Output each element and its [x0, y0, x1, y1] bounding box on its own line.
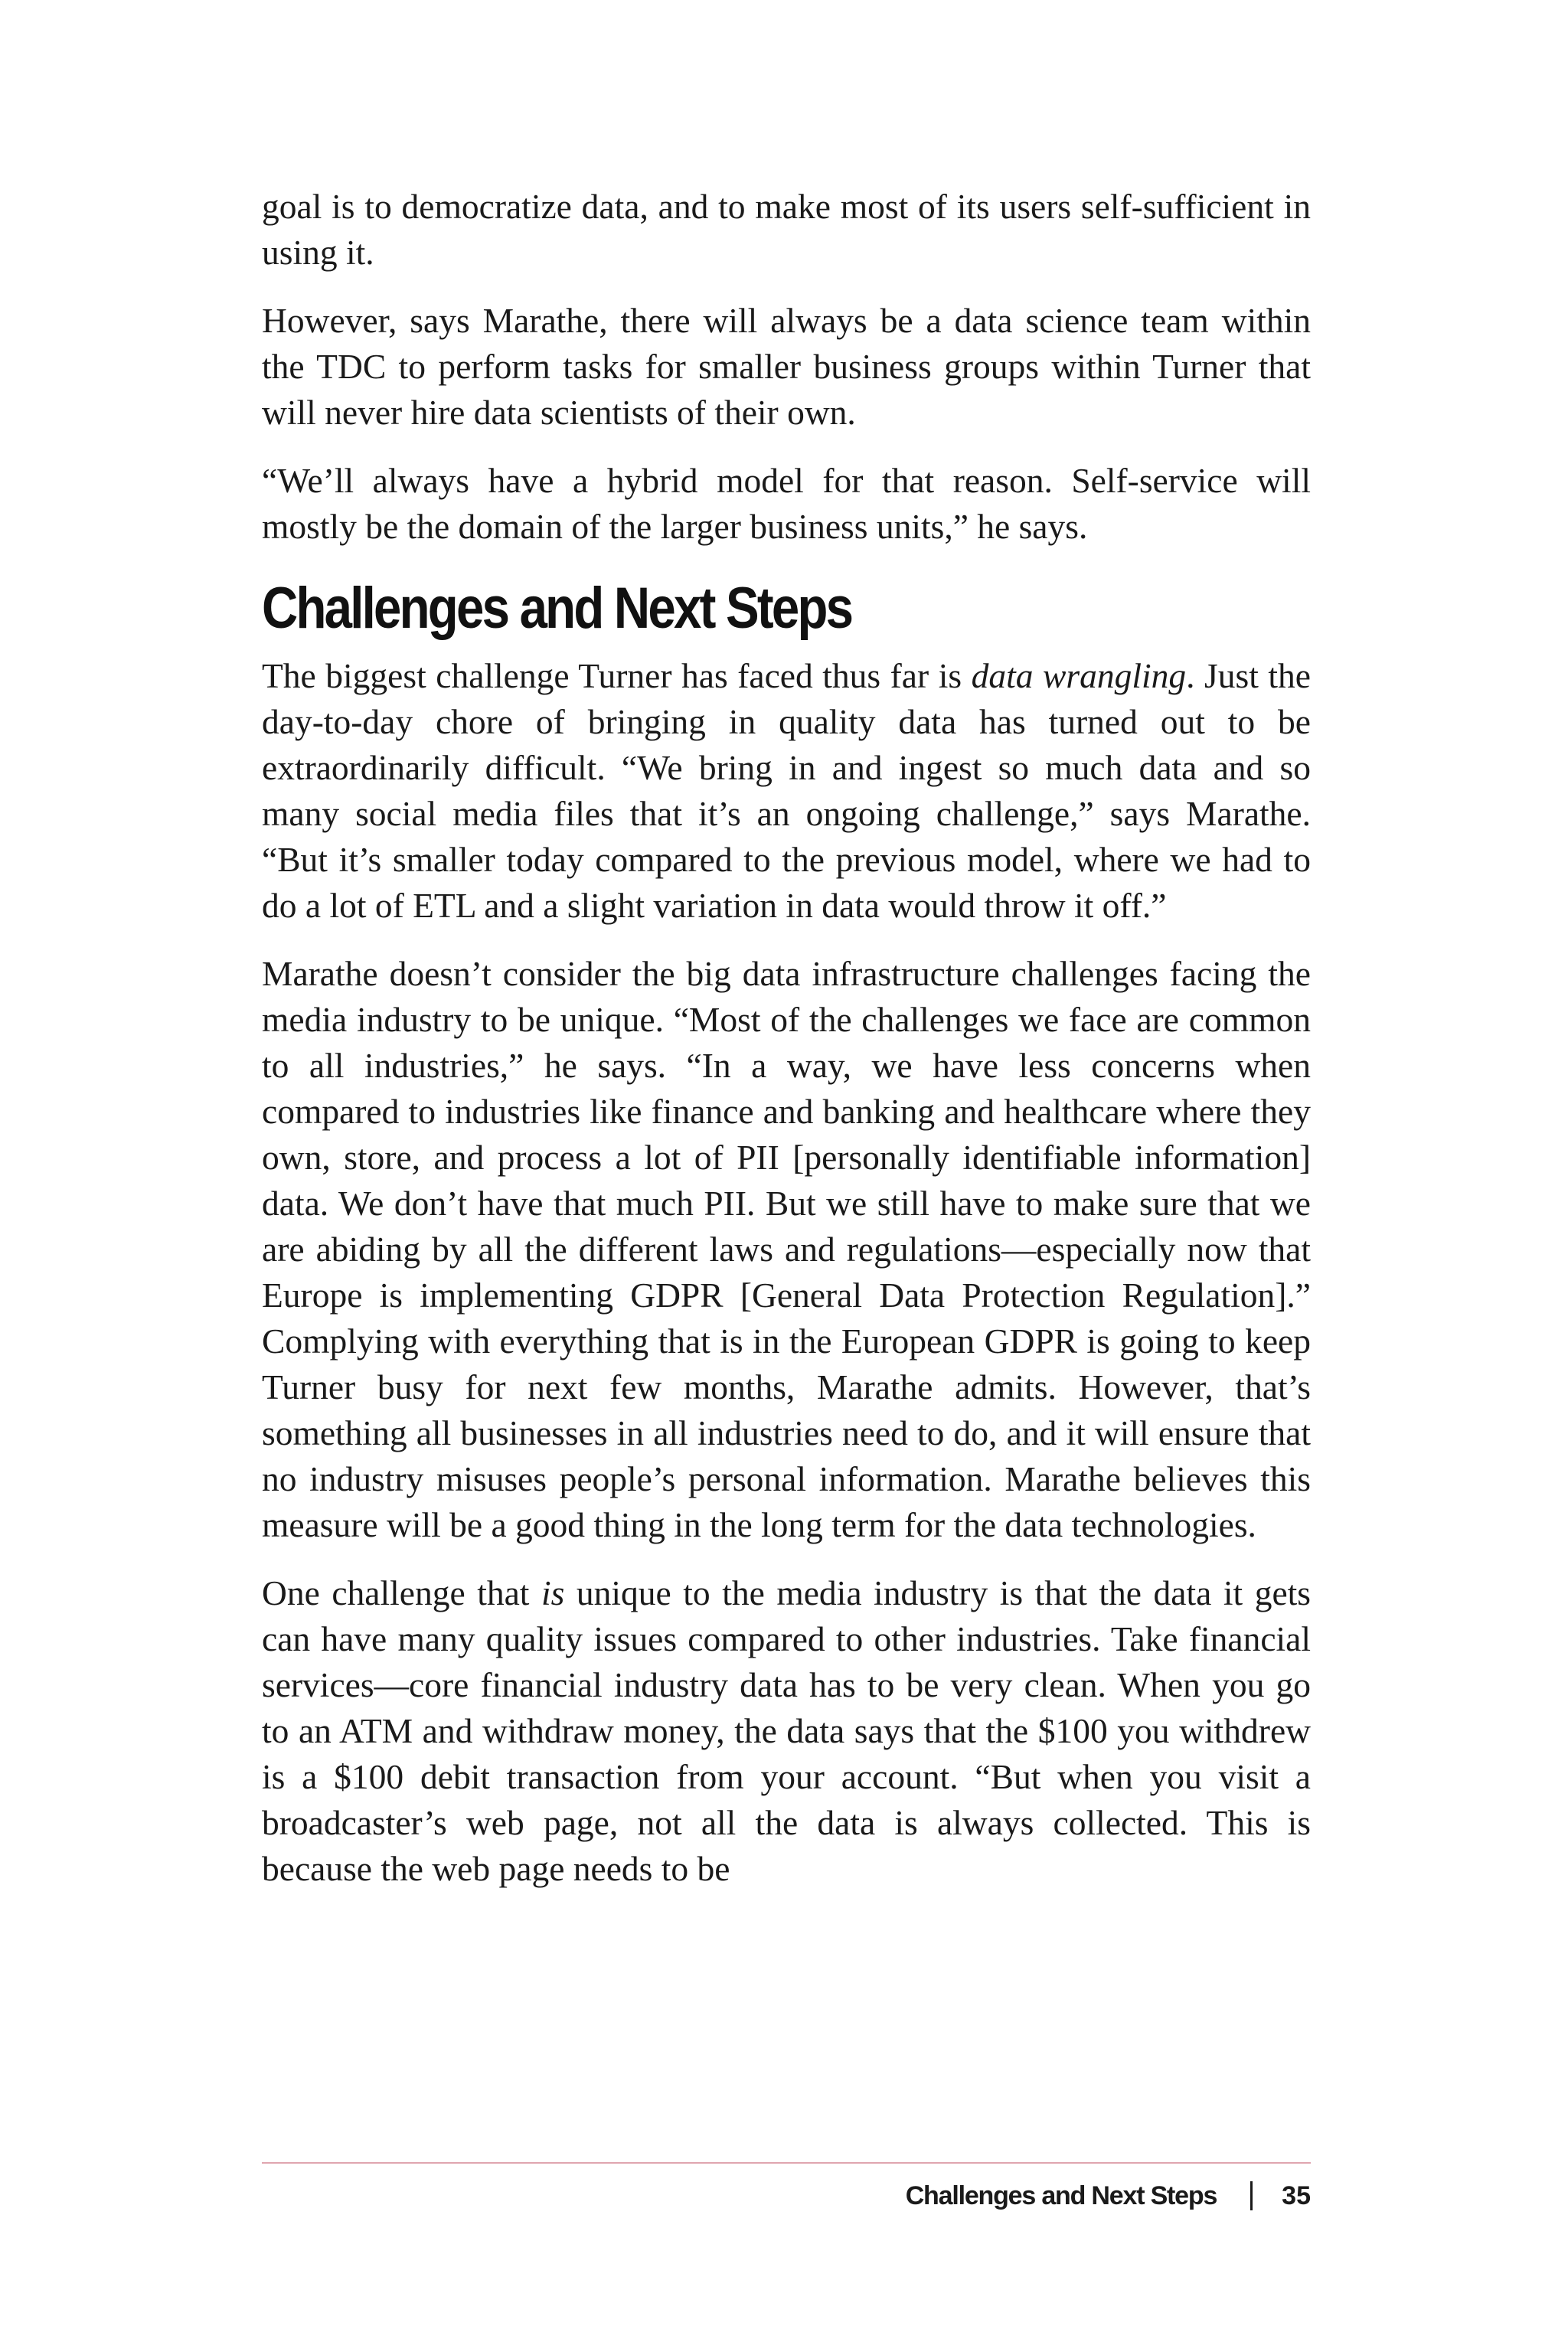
footer-divider — [262, 2162, 1311, 2164]
emphasis-text: data wrangling — [971, 656, 1187, 695]
paragraph-democratize: goal is to democratize data, and to make most of its users self-sufficient in using it. — [262, 187, 1311, 272]
paragraph-hybrid-model: “We’ll always have a hybrid model for that reason. Self-service will mostly be the domain of the larger business units,” he says. — [262, 461, 1311, 546]
page-number: 35 — [1282, 2180, 1311, 2210]
page-body — [262, 184, 1311, 1914]
paragraph-data-science-team: However, says Marathe, there will always be a data science team within the TDC to perform tasks for smaller business groups within Turner that will never hire data scientists of their own. — [262, 301, 1311, 432]
page-footer — [906, 2174, 1311, 2217]
section-heading: Challenges and Next Steps — [262, 576, 852, 641]
paragraph-infrastructure-challenges: Marathe doesn’t consider the big data infrastructure challenges facing the media industry to be unique. “Most of the challenges we face are common to all industries,” he says. “In a way, we have less concerns when compared to industries like finance and banking and healthcare where they own, store, and process a lot of PII [personally identifiable information] data. We don’t have that much PII. But we still have to make sure that we are abiding by all the different laws and regulations—especially now that Europe is implementing GDPR [General Data Protection Regulation].” Complying with everything that is in the European GDPR is going to keep Turner busy for next few months, Marathe admits. However, that’s something all businesses in all industries need to do, and it will ensure that no industry misuses people’s personal information. Marathe believes this measure will be a good thing in the long term for the data technologies. — [262, 954, 1311, 1544]
text-run: . Just the day-to-day chore of bringing in quality data has turned out to be extraordinarily difficult. “We bring in and ingest so much data and so many social media files that it’s an ongoing challenge,” says Marathe. “But it’s smaller today compared to the previous model, where we had to do a lot of ETL and a slight variation in data would throw it off.” — [262, 656, 1311, 925]
footer-separator — [1250, 2181, 1253, 2210]
emphasis-text: is — [541, 1573, 565, 1612]
text-run: unique to the media industry is that the data it gets can have many quality issues compared to other industries. Take financial services—core financial industry data has to be very clean. When you go to an ATM and withdraw money, the data says that the $100 you withdrew is a $100 debit transaction from your account. “But when you visit a broadcaster’s web page, not all the data is always collected. This is because the web page needs to be — [262, 1573, 1311, 1888]
paragraph-data-wrangling — [262, 653, 1311, 929]
footer-section-title: Challenges and Next Steps — [905, 2180, 1217, 2210]
text-run: The biggest challenge Turner has faced thus far is — [262, 656, 972, 695]
text-run: One challenge that — [262, 1573, 541, 1612]
paragraph-media-quality — [262, 1570, 1311, 1892]
